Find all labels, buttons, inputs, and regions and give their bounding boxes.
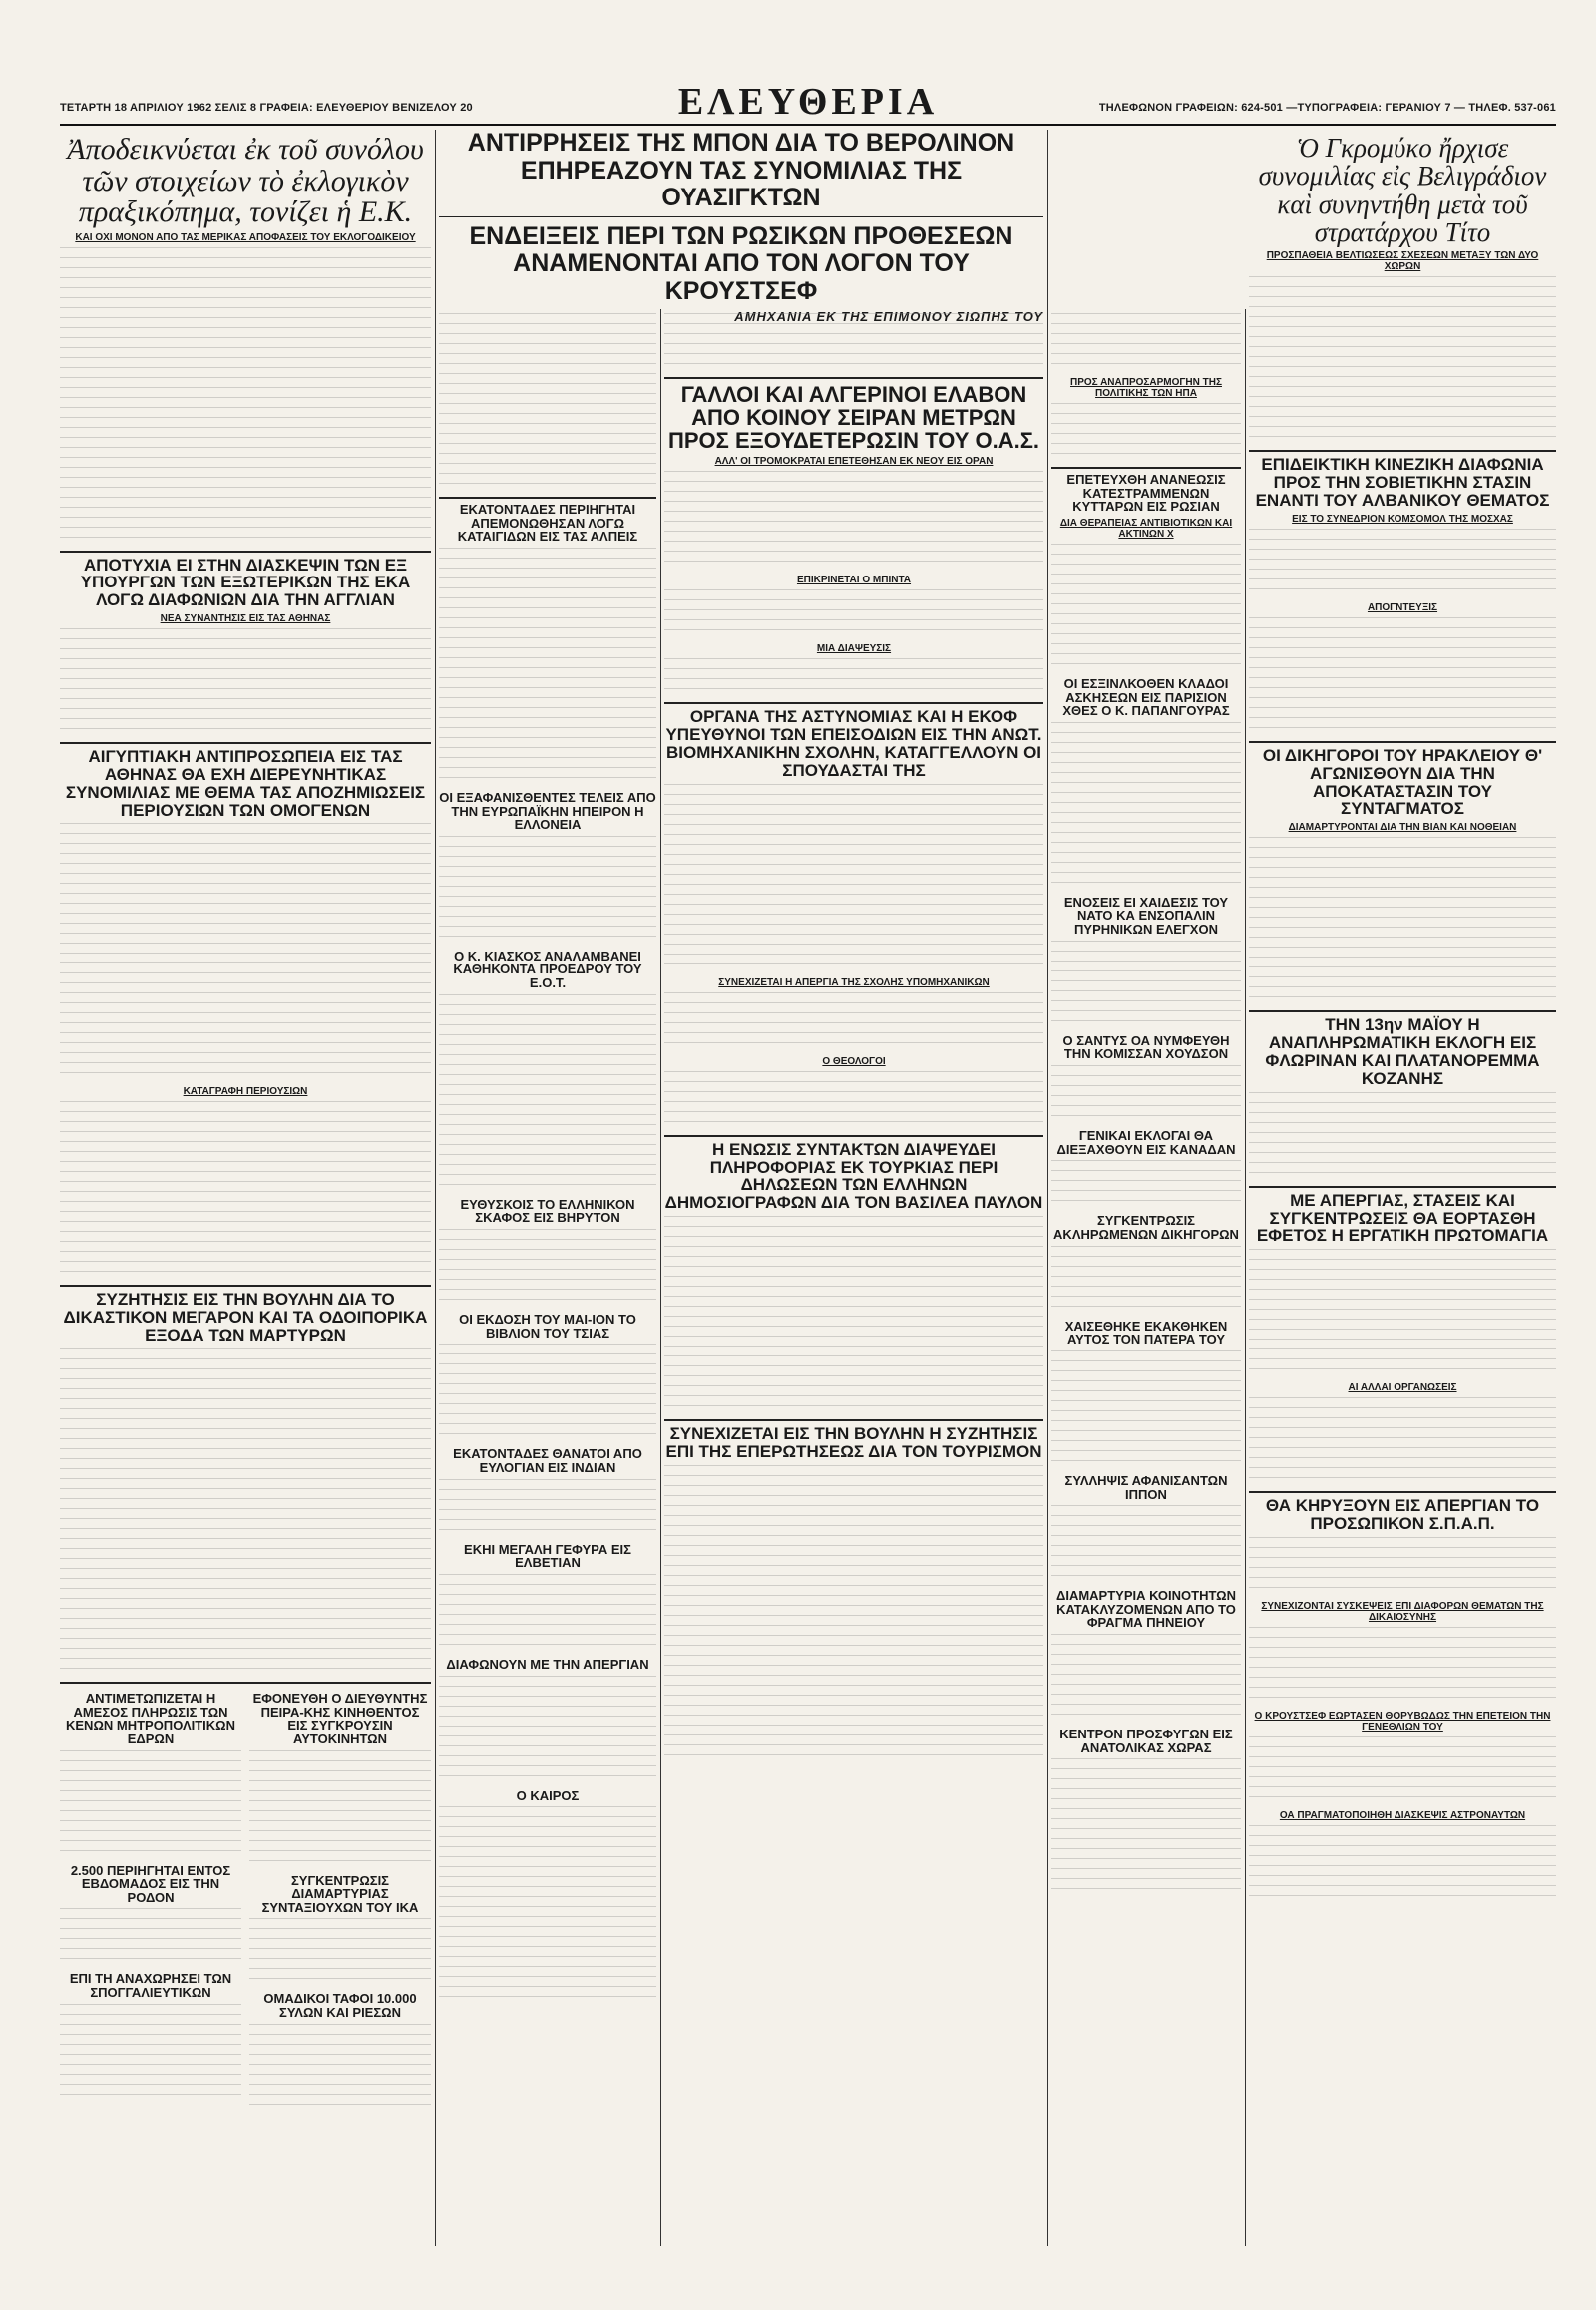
subheadline: ΔΙΑΜΑΡΤΥΡΟΝΤΑΙ ΔΙΑ ΤΗΝ ΒΙΑΝ ΚΑΙ ΝΟΘΕΙΑΝ: [1288, 822, 1517, 834]
headline: Ὁ Γκρομύκο ἤρχισε συνομιλίας εἰς Βελιγράδιον καὶ συνηντήθη μετὰ τοῦ στρατάρχου Τίτο: [1258, 133, 1547, 248]
subheadline: ΠΡΟΣ ΑΝΑΠΡΟΣΑΡΜΟΓΗΝ ΤΗΣ ΠΟΛΙΤΙΚΗΣ ΤΩΝ ΗΠΑ: [1070, 377, 1222, 399]
column-rule: [1245, 309, 1246, 2246]
article-body: [439, 1574, 656, 1654]
article-body: [439, 1229, 656, 1309]
divider: [664, 377, 1043, 379]
column-rule: [1047, 130, 1048, 2246]
headline: ΕΝΟΣΕΙΣ ΕΙ ΧΑΙΔΕΣΙΣ ΤΟΥ ΝΑΤΟ ΚΑ ΕΝΣΟΠΑΛΙΝ ΠΥΡΗΝΙΚΩΝ ΕΛΕΓΧΟΝ: [1063, 894, 1229, 938]
article-body: [1249, 529, 1556, 598]
article-body: [1051, 403, 1241, 463]
article-body: [1051, 1350, 1241, 1470]
article-body: [1249, 1249, 1556, 1378]
article-body: [249, 1918, 431, 1988]
article-body: [1249, 1736, 1556, 1806]
article-body: [1249, 1627, 1556, 1707]
article-body: [439, 1676, 656, 1785]
column-2: [439, 309, 656, 2246]
subheadline: ΕΙΣ ΤΟ ΣΥΝΕΔΡΙΟΝ ΚΟΜΣΟΜΟΛ ΤΗΣ ΜΟΣΧΑΣ: [1292, 513, 1513, 525]
headline: ΧΑΙΣΕΘΗΚΕ ΕΚΑΚΘΗΚΕΝ ΑΥΤΟΣ ΤΟΝ ΠΑΤΕΡΑ ΤΟΥ: [1064, 1318, 1228, 1348]
article-body: [1249, 837, 1556, 1006]
divider: [1249, 741, 1556, 743]
masthead: [60, 80, 1556, 126]
column-1: [60, 130, 431, 2246]
headline: ΣΥΓΚΕΝΤΡΩΣΙΣ ΔΙΑΜΑΡΤΥΡΙΑΣ ΣΥΝΤΑΞΙΟΥΧΩΝ ΤΟΥ ΙΚΑ: [261, 1872, 419, 1915]
subheadline: ΔΙΑ ΘΕΡΑΠΕΙΑΣ ΑΝΤΙΒΙΟΤΙΚΩΝ ΚΑΙ ΑΚΤΙΝΩΝ Χ: [1059, 517, 1233, 540]
article-body: [1249, 617, 1556, 737]
headline: ΣΥΖΗΤΗΣΙΣ ΕΙΣ ΤΗΝ ΒΟΥΛΗΝ ΔΙΑ ΤΟ ΔΙΚΑΣΤΙΚΟΝ ΜΕΓΑΡΟΝ ΚΑΙ ΤΑ ΟΔΟΙΠΟΡΙΚΑ ΕΞΟΔΑ ΤΩΝ ΜΑΡΤΥΡΩΝ: [63, 1290, 428, 1346]
front-banner: [439, 130, 1043, 324]
masthead-contact: ΤΗΛΕΦΩΝΟΝ ΓΡΑΦΕΙΩΝ: 624-501 —ΤΥΠΟΓΡΑΦΕΙΑ: ΓΕΡΑΝΙΟΥ 7 — ΤΗΛΕΦ. 537-061: [1098, 102, 1556, 114]
headline: ΟΜΑΔΙΚΟΙ ΤΑΦΟΙ 10.000 ΣΥΛΩΝ ΚΑΙ ΡΙΕΣΩΝ: [263, 1991, 417, 2021]
divider: [1249, 1010, 1556, 1012]
banner-subheadline: ΕΝΔΕΙΞΕΙΣ ΠΕΡΙ ΤΩΝ ΡΩΣΙΚΩΝ ΠΡΟΘΕΣΕΩΝ ΑΝΑΜΕΝΟΝΤΑΙ ΑΠΟ ΤΟΝ ΛΟΓΟΝ ΤΟΥ ΚΡΟΥΣΤΣΕΦ: [469, 221, 1013, 305]
subheadline: Ο ΘΕΟΛΟΓΟΙ: [822, 1055, 886, 1067]
article-body: [1051, 1160, 1241, 1210]
article-body: [1249, 1092, 1556, 1182]
headline: ΕΥΘΥΣΚΟΙΣ ΤΟ ΕΛΛΗΝΙΚΟΝ ΣΚΑΦΟΣ ΕΙΣ ΒΗΡΥΤΟΝ: [460, 1196, 635, 1226]
subheadline: ΑΠΟΓΝΤΕΥΞΙΣ: [1367, 601, 1438, 613]
headline: ΣΥΛΛΗΨΙΣ ΑΦΑΝΙΣΑΝΤΩΝ ΙΠΠΟΝ: [1064, 1472, 1228, 1502]
article-body: [664, 1071, 1043, 1131]
subheadline: ΚΑΙ ΟΧΙ ΜΟΝΟΝ ΑΠΟ ΤΑΣ ΜΕΡΙΚΑΣ ΑΠΟΦΑΣΕΙΣ ΤΟΥ ΕΚΛΟΓΟΔΙΚΕΙΟΥ: [75, 231, 416, 243]
masthead-dateline: ΤΕΤΑΡΤΗ 18 ΑΠΡΙΛΙΟΥ 1962 ΣΕΛΙΣ 8 ΓΡΑΦΕΙΑ: ΕΛΕΥΘΕΡΙΟΥ ΒΕΝΙΖΕΛΟΥ 20: [60, 102, 473, 114]
column-4: [1051, 309, 1241, 2246]
article-pair: [60, 1688, 431, 2118]
subheadline: ΣΥΝΕΧΙΖΟΝΤΑΙ ΣΥΣΚΕΨΕΙΣ ΕΠΙ ΔΙΑΦΟΡΩΝ ΘΕΜΑΤΩΝ ΤΗΣ ΔΙΚΑΙΟΣΥΝΗΣ: [1261, 1600, 1544, 1623]
article-body: [249, 2024, 431, 2114]
headline: ΚΕΝΤΡΟΝ ΠΡΟΣΦΥΓΩΝ ΕΙΣ ΑΝΑΤΟΛΙΚΑΣ ΧΩΡΑΣ: [1059, 1727, 1233, 1755]
headline: ΑΙΓΥΠΤΙΑΚΗ ΑΝΤΙΠΡΟΣΩΠΕΙΑ ΕΙΣ ΤΑΣ ΑΘΗΝΑΣ ΘΑ ΕΧΗ ΔΙΕΡΕΥΝΗΤΙΚΑΣ ΣΥΝΟΜΙΛΙΑΣ ΜΕ ΘΕΜΑ ΤΑΣ ΑΠΟΖΗΜΙΩΣΕΙΣ ΠΕΡΙΟΥΣΙΩΝ ΤΩΝ ΟΜΟΓΕΝΩΝ: [65, 747, 426, 820]
column-3: [664, 309, 1043, 2246]
divider: [1249, 1186, 1556, 1188]
headline: ΟΙ ΕΚΔΟΣΗ ΤΟΥ ΜΑΙ-ΙΟΝ ΤΟ ΒΙΒΛΙΟΝ ΤΟΥ ΤΣΙΑΣ: [459, 1312, 636, 1341]
headline: Ο ΣΑΝΤΥΣ ΟΑ ΝΥΜΦΕΥΘΗ ΤΗΝ ΚΟΜΙΣΣΑΝ ΧΟΥΔΣΟΝ: [1062, 1032, 1230, 1062]
headline: ΟΡΓΑΝΑ ΤΗΣ ΑΣΤΥΝΟΜΙΑΣ ΚΑΙ Η ΕΚΟΦ ΥΠΕΥΘΥΝΟΙ ΤΩΝ ΕΠΕΙΣΟΔΙΩΝ ΕΙΣ ΤΗΝ ΑΝΩΤ. ΒΙΟΜΗΧΑΝΙΚΗΝ ΣΧΟΛΗΝ, ΚΑΤΑΓΓΕΛΛΟΥΝ ΟΙ ΣΠΟΥΔΑΣΤΑΙ ΤΗΣ: [665, 707, 1042, 780]
headline: ΣΥΓΚΕΝΤΡΩΣΙΣ ΑΚΛΗΡΩΜΕΝΩΝ ΔΙΚΗΓΟΡΩΝ: [1053, 1213, 1239, 1242]
newspaper-page: [20, 20, 1576, 2270]
article-body: [1249, 276, 1556, 446]
article-body: [249, 1750, 431, 1870]
divider: [60, 1682, 431, 1684]
subheadline: ΜΙΑ ΔΙΑΨΕΥΣΙΣ: [816, 643, 892, 655]
article-body: [664, 784, 1043, 973]
column-5: [1249, 130, 1556, 2246]
article-body: [439, 1806, 656, 2006]
article-body: [60, 823, 431, 1082]
article-body: [664, 589, 1043, 639]
article-body: [1051, 1634, 1241, 1724]
article-body: [439, 994, 656, 1194]
column-rule: [660, 309, 661, 2246]
article-body: [60, 1750, 241, 1860]
article-body: [1051, 722, 1241, 892]
headline: ΜΕ ΑΠΕΡΓΙΑΣ, ΣΤΑΣΕΙΣ ΚΑΙ ΣΥΓΚΕΝΤΡΩΣΕΙΣ ΘΑ ΕΟΡΤΑΣΘΗ ΕΦΕΤΟΣ Η ΕΡΓΑΤΙΚΗ ΠΡΩΤΟΜΑΓΙΑ: [1256, 1190, 1549, 1246]
headline: ΤΗΝ 13ην ΜΑΪΟΥ Η ΑΝΑΠΛΗΡΩΜΑΤΙΚΗ ΕΚΛΟΓΗ ΕΙΣ ΦΛΩΡΙΝΑΝ ΚΑΙ ΠΛΑΤΑΝΟΡΕΜΜΑ ΚΟΖΑΝΗΣ: [1265, 1015, 1540, 1088]
headline: Η ΕΝΩΣΙΣ ΣΥΝΤΑΚΤΩΝ ΔΙΑΨΕΥΔΕΙ ΠΛΗΡΟΦΟΡΙΑΣ ΕΚ ΤΟΥΡΚΙΑΣ ΠΕΡΙ ΔΗΛΩΣΕΩΝ ΤΩΝ ΕΛΛΗΝΩΝ ΔΗΜΟΣΙΟΓΡΑΦΩΝ ΔΙΑ ΤΟΝ ΒΑΣΙΛΕΑ ΠΑΥΛΟΝ: [664, 1139, 1043, 1213]
article-body: [60, 1908, 241, 1968]
article-body: [1249, 1825, 1556, 1905]
headline: ΘΑ ΚΗΡΥΞΟΥΝ ΕΙΣ ΑΠΕΡΓΙΑΝ ΤΟ ΠΡΟΣΩΠΙΚΟΝ Σ.Π.Α.Π.: [1265, 1496, 1540, 1534]
headline: ΕΚΑΤΟΝΤΑΔΕΣ ΠΕΡΙΗΓΗΤΑΙ ΑΠΕΜΟΝΩΘΗΣΑΝ ΛΟΓΩ ΚΑΤΑΙΓΙΔΩΝ ΕΙΣ ΤΑΣ ΑΛΠΕΙΣ: [457, 502, 638, 545]
headline: ΑΠΟΤΥΧΙΑ ΕΙ ΣΤΗΝ ΔΙΑΣΚΕΨΙΝ ΤΩΝ ΕΞ ΥΠΟΥΡΓΩΝ ΤΩΝ ΕΞΩΤΕΡΙΚΩΝ ΤΗΣ ΕΚΑ ΛΟΓΩ ΔΙΑΦΩΝΙΩΝ ΔΙΑ ΤΗΝ ΑΓΓΛΙΑΝ: [80, 555, 411, 610]
newspaper-title: ΕΛΕΥΘΕΡΙΑ: [677, 81, 939, 123]
article-body: [1051, 544, 1241, 673]
headline: Ο ΚΑΙΡΟΣ: [516, 1787, 580, 1803]
headline: ΔΙΑΦΩΝΟΥΝ ΜΕ ΤΗΝ ΑΠΕΡΓΙΑΝ: [446, 1656, 649, 1672]
divider: [1249, 1491, 1556, 1493]
headline: ΟΙ ΕΣΞΙΝΛΚΟΘΕΝ ΚΛΑΔΟΙ ΑΣΚΗΣΕΩΝ ΕΙΣ ΠΑΡΙΣΙΟΝ ΧΘΕΣ Ο Κ. ΠΑΠΑΝΓΟΥΡΑΣ: [1062, 675, 1230, 719]
article-body: [1051, 313, 1241, 373]
subheadline: ΝΕΑ ΣΥΝΑΝΤΗΣΙΣ ΕΙΣ ΤΑΣ ΑΘΗΝΑΣ: [160, 613, 331, 625]
divider: [1249, 450, 1556, 452]
headline: ΕΚΗΙ ΜΕΓΑΛΗ ΓΕΦΥΡΑ ΕΙΣ ΕΛΒΕΤΙΑΝ: [464, 1541, 631, 1571]
divider: [664, 702, 1043, 704]
article-body: [664, 1216, 1043, 1415]
article-body: [439, 313, 656, 493]
headline: ΕΚΑΤΟΝΤΑΔΕΣ ΘΑΝΑΤΟΙ ΑΠΟ ΕΥΛΟΓΙΑΝ ΕΙΣ ΙΝΔΙΑΝ: [453, 1446, 642, 1475]
article-body: [60, 2004, 241, 2104]
headline: ΟΙ ΕΞΑΦΑΝΙΣΘΕΝΤΕΣ ΤΕΛΕΙΣ ΑΠΟ ΤΗΝ ΕΥΡΩΠΑΪΚΗΝ ΗΠΕΙΡΟΝ Η ΕΛΛΟΝΕΙΑ: [439, 789, 656, 833]
article-body: [1249, 1397, 1556, 1487]
article-body: [439, 1479, 656, 1539]
subheadline: ΚΑΤΑΓΡΑΦΗ ΠΕΡΙΟΥΣΙΩΝ: [183, 1086, 308, 1098]
article-body: [664, 992, 1043, 1052]
article-body: [439, 548, 656, 787]
article-body: [1051, 1065, 1241, 1125]
divider: [60, 742, 431, 744]
article-body: [664, 313, 1043, 373]
divider: [664, 1135, 1043, 1137]
headline: 2.500 ΠΕΡΙΗΓΗΤΑΙ ΕΝΤΟΣ ΕΒΔΟΜΑΔΟΣ ΕΙΣ ΤΗΝ ΡΟΔΟΝ: [70, 1862, 231, 1905]
article-body: [664, 658, 1043, 698]
article-body: [1051, 1246, 1241, 1316]
article-body: [60, 1348, 431, 1678]
article-body: [439, 836, 656, 946]
headline: ΕΠΕΤΕΥΧΘΗ ΑΝΑΝΕΩΣΙΣ ΚΑΤΕΣΤΡΑΜΜΕΝΩΝ ΚΥΤΤΑΡΩΝ ΕΙΣ ΡΩΣΙΑΝ: [1066, 472, 1226, 515]
article-body: [1051, 941, 1241, 1030]
headline: ΓΑΛΛΟΙ ΚΑΙ ΑΛΓΕΡΙΝΟΙ ΕΛΑΒΟΝ ΑΠΟ ΚΟΙΝΟΥ ΣΕΙΡΑΝ ΜΕΤΡΩΝ ΠΡΟΣ ΕΞΟΥΔΕΤΕΡΩΣΙΝ ΤΟΥ Ο.Α.Σ.: [667, 382, 1040, 454]
article-body: [60, 247, 431, 547]
divider: [60, 1285, 431, 1287]
subheadline: ΣΥΝΕΧΙΖΕΤΑΙ Η ΑΠΕΡΓΙΑ ΤΗΣ ΣΧΟΛΗΣ ΥΠΟΜΗΧΑΝΙΚΩΝ: [718, 976, 990, 988]
banner-headline: ΑΝΤΙΡΡΗΣΕΙΣ ΤΗΣ ΜΠΟΝ ΔΙΑ ΤΟ ΒΕΡΟΛΙΝΟΝ ΕΠΗΡΕΑΖΟΥΝ ΤΑΣ ΣΥΝΟΜΙΛΙΑΣ ΤΗΣ ΟΥΑΣΙΓΚΤΩΝ: [467, 129, 1015, 211]
headline: ΕΠΙΔΕΙΚΤΙΚΗ ΚΙΝΕΖΙΚΗ ΔΙΑΦΩΝΙΑ ΠΡΟΣ ΤΗΝ ΣΟΒΙΕΤΙΚΗΝ ΣΤΑΣΙΝ ΕΝΑΝΤΙ ΤΟΥ ΑΛΒΑΝΙΚΟΥ ΘΕΜΑΤΟΣ: [1255, 455, 1550, 511]
subheadline: ΕΠΙΚΡΙΝΕΤΑΙ Ο ΜΠΙΝΤΑ: [796, 575, 912, 586]
divider: [439, 216, 1043, 217]
subheadline: ΑΙ ΑΛΛΑΙ ΟΡΓΑΝΩΣΕΙΣ: [1348, 1382, 1457, 1394]
subheadline: ΠΡΟΣΠΑΘΕΙΑ ΒΕΛΤΙΩΣΕΩΣ ΣΧΕΣΕΩΝ ΜΕΤΑΞΥ ΤΩΝ ΔΥΟ ΧΩΡΩΝ: [1266, 250, 1539, 273]
article-body: [1051, 1758, 1241, 1898]
divider: [439, 497, 656, 499]
divider: [664, 1419, 1043, 1421]
headline: Ἀποδεικνύεται ἐκ τοῦ συνόλου τῶν στοιχείων τὸ ἐκλογικὸν πραξικόπημα, τονίζει ἡ Ε.Κ.: [67, 133, 424, 228]
headline: ΟΙ ΔΙΚΗΓΟΡΟΙ ΤΟΥ ΗΡΑΚΛΕΙΟΥ Θ' ΑΓΩΝΙΣΘΟΥΝ ΔΙΑ ΤΗΝ ΑΠΟΚΑΤΑΣΤΑΣΙΝ ΤΟΥ ΣΥΝΤΑΓΜΑΤΟΣ: [1262, 745, 1543, 819]
article-body: [60, 628, 431, 738]
headline: ΑΝΤΙΜΕΤΩΠΙΖΕΤΑΙ Η ΑΜΕΣΟΣ ΠΛΗΡΩΣΙΣ ΤΩΝ ΚΕΝΩΝ ΜΗΤΡΟΠΟΛΙΤΙΚΩΝ ΕΔΡΩΝ: [66, 1690, 235, 1746]
article-body: [664, 471, 1043, 571]
article-body: [1249, 1537, 1556, 1597]
subheadline: ΟΑ ΠΡΑΓΜΑΤΟΠΟΙΗΘΗ ΔΙΑΣΚΕΨΙΣ ΑΣΤΡΟΝΑΥΤΩΝ: [1279, 1809, 1526, 1821]
banner-kicker: ΑΜΗΧΑΝΙΑ ΕΚ ΤΗΣ ΕΠΙΜΟΝΟΥ ΣΙΩΠΗΣ ΤΟΥ: [734, 309, 1043, 324]
headline: ΔΙΑΜΑΡΤΥΡΙΑ ΚΟΙΝΟΤΗΤΩΝ ΚΑΤΑΚΛΥΖΟΜΕΝΩΝ ΑΠΟ ΤΟ ΦΡΑΓΜΑ ΠΗΝΕΙΟΥ: [1056, 1588, 1236, 1631]
headline: Ο Κ. ΚΙΑΣΚΟΣ ΑΝΑΛΑΜΒΑΝΕΙ ΚΑΘΗΚΟΝΤΑ ΠΡΟΕΔΡΟΥ ΤΟΥ Ε.Ο.Τ.: [453, 948, 642, 991]
headline: ΣΥΝΕΧΙΖΕΤΑΙ ΕΙΣ ΤΗΝ ΒΟΥΛΗΝ Η ΣΥΖΗΤΗΣΙΣ ΕΠΙ ΤΗΣ ΕΠΕΡΩΤΗΣΕΩΣ ΔΙΑ ΤΟΝ ΤΟΥΡΙΣΜΟΝ: [665, 1424, 1042, 1461]
article-body: [60, 1101, 431, 1281]
article-body: [1051, 1505, 1241, 1585]
article-body: [439, 1344, 656, 1443]
headline: ΕΦΟΝΕΥΘΗ Ο ΔΙΕΥΘΥΝΤΗΣ ΠΕΙΡΑ-ΚΗΣ ΚΙΝΗΘΕΝΤΟΣ ΕΙΣ ΣΥΓΚΡΟΥΣΙΝ ΑΥΤΟΚΙΝΗΤΩΝ: [252, 1690, 428, 1746]
divider: [60, 551, 431, 553]
column-rule: [435, 130, 436, 2246]
headline: ΕΠΙ ΤΗ ΑΝΑΧΩΡΗΣΕΙ ΤΩΝ ΣΠΟΓΓΑΛΙΕΥΤΙΚΩΝ: [69, 1971, 232, 2001]
subheadline: ΑΛΛ' ΟΙ ΤΡΟΜΟΚΡΑΤΑΙ ΕΠΕΤΕΘΗΣΑΝ ΕΚ ΝΕΟΥ ΕΙΣ ΟΡΑΝ: [714, 456, 994, 468]
article-body: [664, 1465, 1043, 1764]
subheadline: Ο ΚΡΟΥΣΤΣΕΦ ΕΩΡΤΑΣΕΝ ΘΟΡΥΒΩΔΩΣ ΤΗΝ ΕΠΕΤΕΙΟΝ ΤΗΝ ΓΕΝΕΘΛΙΩΝ ΤΟΥ: [1254, 1710, 1551, 1732]
divider: [1051, 467, 1241, 469]
headline: ΓΕΝΙΚΑΙ ΕΚΛΟΓΑΙ ΘΑ ΔΙΕΞΑΧΘΟΥΝ ΕΙΣ ΚΑΝΑΔΑΝ: [1056, 1128, 1236, 1157]
